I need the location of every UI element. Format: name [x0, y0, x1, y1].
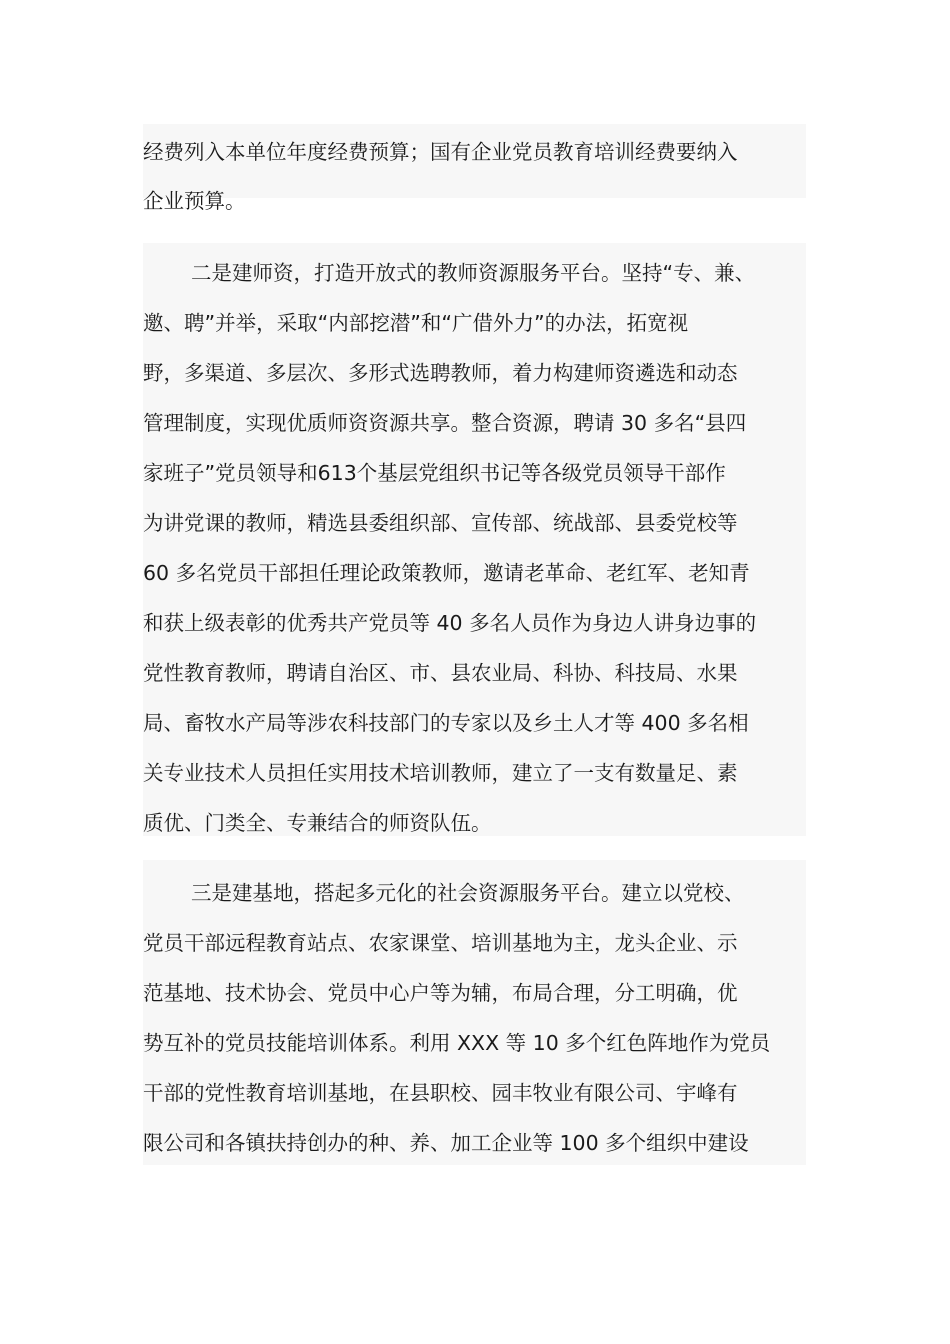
text-line: 60 多名党员干部担任理论政策教师，邀请老革命、老红军、老知青: [143, 561, 750, 585]
text-line: 和获上级表彰的优秀共产党员等 40 多名人员作为身边人讲身边事的: [143, 611, 757, 635]
text-line: 为讲党课的教师，精选县委组织部、宣传部、统战部、县委党校等: [143, 511, 738, 535]
text-line: 干部的党性教育培训基地，在县职校、园丰牧业有限公司、宇峰有: [143, 1081, 738, 1105]
text-line: 党性教育教师，聘请自治区、市、县农业局、科协、科技局、水果: [143, 661, 738, 685]
text-line: 限公司和各镇扶持创办的种、养、加工企业等 100 多个组织中建设: [143, 1131, 749, 1155]
paragraph-2: [143, 243, 806, 836]
paragraph-1: [143, 124, 806, 213]
text-line: 三是建基地，搭起多元化的社会资源服务平台。建立以党校、: [191, 881, 745, 905]
text-line: 势互补的党员技能培训体系。利用 XXX 等 10 多个红色阵地作为党员: [143, 1031, 771, 1055]
text-line: 管理制度，实现优质师资资源共享。整合资源，聘请 30 多名“县四: [143, 411, 747, 435]
text-line: 关专业技术人员担任实用技术培训教师，建立了一支有数量足、素: [143, 761, 738, 785]
text-line: 范基地、技术协会、党员中心户等为辅，布局合理，分工明确，优: [143, 981, 738, 1005]
text-line: 企业预算。: [143, 189, 246, 213]
text-line: 党员干部远程教育站点、农家课堂、培训基地为主，龙头企业、示: [143, 931, 738, 955]
text-line: 邀、聘”并举，采取“内部挖潜”和“广借外力”的办法，拓宽视: [143, 311, 689, 335]
text-line: 家班子”党员领导和613个基层党组织书记等各级党员领导干部作: [143, 461, 726, 485]
paragraph-3: [143, 860, 806, 1165]
text-line: 质优、门类全、专兼结合的师资队伍。: [143, 811, 492, 835]
text-line: 经费列入本单位年度经费预算；国有企业党员教育培训经费要纳入: [143, 140, 738, 164]
text-line: 局、畜牧水产局等涉农科技部门的专家以及乡土人才等 400 多名相: [143, 711, 749, 735]
text-line: 野，多渠道、多层次、多形式选聘教师，着力构建师资遴选和动态: [143, 361, 738, 385]
text-line: 二是建师资，打造开放式的教师资源服务平台。坚持“专、兼、: [191, 261, 756, 285]
